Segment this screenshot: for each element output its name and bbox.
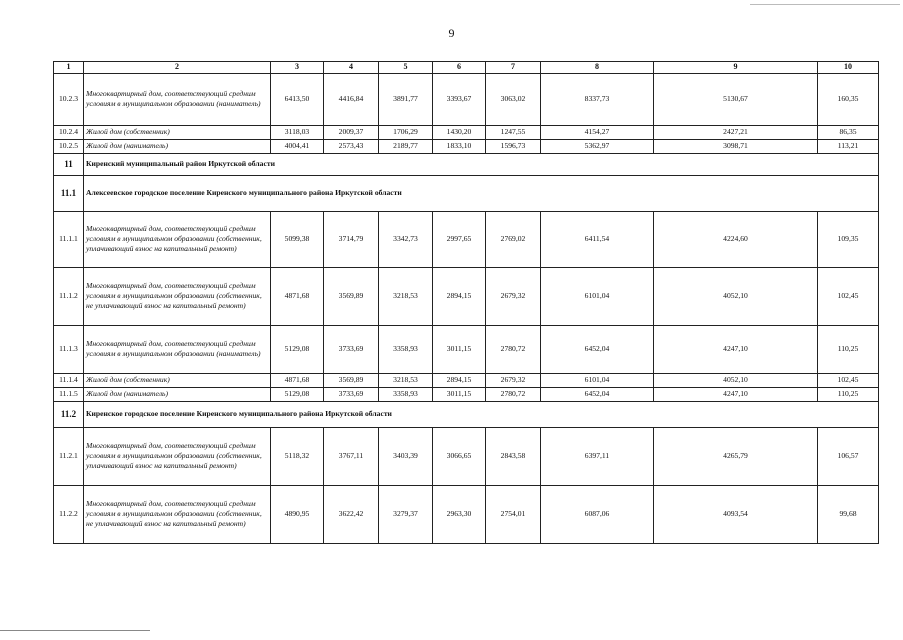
row-value: 6413,50 bbox=[271, 73, 324, 125]
scan-artifact-line bbox=[0, 630, 150, 631]
column-header-row bbox=[54, 62, 879, 74]
table-row bbox=[54, 73, 879, 125]
row-value: 3063,02 bbox=[486, 73, 541, 125]
row-value: 6452,04 bbox=[541, 325, 654, 373]
row-value: 2679,32 bbox=[486, 267, 541, 325]
row-code: 10.2.5 bbox=[54, 139, 84, 153]
row-code: 10.2.4 bbox=[54, 125, 84, 139]
section-title: Алексеевское городское поселение Киренского муниципального района Иркутской области bbox=[84, 175, 879, 211]
table-row bbox=[54, 387, 879, 401]
row-code: 11.1.5 bbox=[54, 387, 84, 401]
row-code: 11.1.2 bbox=[54, 267, 84, 325]
row-value: 5099,38 bbox=[271, 211, 324, 267]
row-value: 3714,79 bbox=[324, 211, 379, 267]
row-code: 11.2.1 bbox=[54, 427, 84, 485]
row-value: 1706,29 bbox=[379, 125, 433, 139]
row-value: 3098,71 bbox=[654, 139, 818, 153]
row-value: 99,68 bbox=[818, 485, 879, 543]
section-title: Киренский муниципальный район Иркутской области bbox=[84, 153, 879, 175]
row-code: 11.2.2 bbox=[54, 485, 84, 543]
row-value: 1430,20 bbox=[433, 125, 486, 139]
row-code: 11.1.4 bbox=[54, 373, 84, 387]
row-value: 8337,73 bbox=[541, 73, 654, 125]
row-value: 160,35 bbox=[818, 73, 879, 125]
row-code: 10.2.3 bbox=[54, 73, 84, 125]
column-header: 1 bbox=[54, 62, 84, 74]
row-description: Многоквартирный дом, соответствующий средним условиям в муниципальном образовании (наниматель) bbox=[84, 73, 271, 125]
row-code: 11.1.1 bbox=[54, 211, 84, 267]
row-description: Жилой дом (наниматель) bbox=[84, 139, 271, 153]
scan-artifact-line bbox=[750, 4, 900, 5]
row-description: Многоквартирный дом, соответствующий средним условиям в муниципальном образовании (собственник, уплачивающий взнос на капитальный ремонт) bbox=[84, 211, 271, 267]
row-value: 1833,10 bbox=[433, 139, 486, 153]
row-value: 110,25 bbox=[818, 387, 879, 401]
column-header: 6 bbox=[433, 62, 486, 74]
row-value: 113,21 bbox=[818, 139, 879, 153]
row-value: 3218,53 bbox=[379, 267, 433, 325]
row-value: 2894,15 bbox=[433, 373, 486, 387]
section-row bbox=[54, 401, 879, 427]
row-value: 5129,08 bbox=[271, 325, 324, 373]
row-value: 6397,11 bbox=[541, 427, 654, 485]
row-value: 4247,10 bbox=[654, 325, 818, 373]
row-value: 2843,58 bbox=[486, 427, 541, 485]
row-value: 4247,10 bbox=[654, 387, 818, 401]
row-description: Многоквартирный дом, соответствующий средним условиям в муниципальном образовании (собственник, не уплачивающий взнос на капитальный ремонт) bbox=[84, 485, 271, 543]
row-value: 4052,10 bbox=[654, 373, 818, 387]
row-value: 3011,15 bbox=[433, 387, 486, 401]
table-row bbox=[54, 485, 879, 543]
row-value: 3218,53 bbox=[379, 373, 433, 387]
row-value: 3403,39 bbox=[379, 427, 433, 485]
section-code: 11.2 bbox=[54, 401, 84, 427]
row-value: 6101,04 bbox=[541, 267, 654, 325]
row-description: Многоквартирный дом, соответствующий средним условиям в муниципальном образовании (наниматель) bbox=[84, 325, 271, 373]
row-value: 5129,08 bbox=[271, 387, 324, 401]
section-title: Киренское городское поселение Киренского муниципального района Иркутской области bbox=[84, 401, 879, 427]
row-value: 4871,68 bbox=[271, 373, 324, 387]
row-description: Жилой дом (наниматель) bbox=[84, 387, 271, 401]
table-row bbox=[54, 125, 879, 139]
row-value: 2754,01 bbox=[486, 485, 541, 543]
row-value: 2963,30 bbox=[433, 485, 486, 543]
row-value: 2679,32 bbox=[486, 373, 541, 387]
row-value: 2997,65 bbox=[433, 211, 486, 267]
row-description: Многоквартирный дом, соответствующий средним условиям в муниципальном образовании (собственник, не уплачивающий взнос на капитальный ремонт) bbox=[84, 267, 271, 325]
column-header: 2 bbox=[84, 62, 271, 74]
row-value: 3358,93 bbox=[379, 325, 433, 373]
row-value: 4004,41 bbox=[271, 139, 324, 153]
row-value: 6101,04 bbox=[541, 373, 654, 387]
row-value: 4052,10 bbox=[654, 267, 818, 325]
row-value: 2573,43 bbox=[324, 139, 379, 153]
row-value: 3011,15 bbox=[433, 325, 486, 373]
row-value: 3569,89 bbox=[324, 373, 379, 387]
row-value: 6452,04 bbox=[541, 387, 654, 401]
row-value: 6411,54 bbox=[541, 211, 654, 267]
row-value: 4093,54 bbox=[654, 485, 818, 543]
row-value: 3767,11 bbox=[324, 427, 379, 485]
row-value: 3569,89 bbox=[324, 267, 379, 325]
column-header: 3 bbox=[271, 62, 324, 74]
table-row bbox=[54, 139, 879, 153]
row-description: Жилой дом (собственник) bbox=[84, 125, 271, 139]
row-value: 2427,21 bbox=[654, 125, 818, 139]
row-value: 5362,97 bbox=[541, 139, 654, 153]
row-value: 110,25 bbox=[818, 325, 879, 373]
table-row bbox=[54, 427, 879, 485]
column-header: 9 bbox=[654, 62, 818, 74]
row-value: 2894,15 bbox=[433, 267, 486, 325]
column-header: 7 bbox=[486, 62, 541, 74]
page-number: 9 bbox=[448, 26, 455, 40]
row-value: 2780,72 bbox=[486, 387, 541, 401]
row-value: 3118,03 bbox=[271, 125, 324, 139]
row-value: 3622,42 bbox=[324, 485, 379, 543]
row-value: 2189,77 bbox=[379, 139, 433, 153]
row-description: Жилой дом (собственник) bbox=[84, 373, 271, 387]
row-value: 3891,77 bbox=[379, 73, 433, 125]
row-value: 86,35 bbox=[818, 125, 879, 139]
row-value: 4265,79 bbox=[654, 427, 818, 485]
row-value: 3733,69 bbox=[324, 325, 379, 373]
row-value: 2009,37 bbox=[324, 125, 379, 139]
row-description: Многоквартирный дом, соответствующий средним условиям в муниципальном образовании (собственник, уплачивающий взнос на капитальный ремонт) bbox=[84, 427, 271, 485]
table-row bbox=[54, 373, 879, 387]
section-code: 11.1 bbox=[54, 175, 84, 211]
row-value: 102,45 bbox=[818, 267, 879, 325]
section-code: 11 bbox=[54, 153, 84, 175]
row-value: 2780,72 bbox=[486, 325, 541, 373]
table-row bbox=[54, 267, 879, 325]
row-value: 5130,67 bbox=[654, 73, 818, 125]
row-value: 4890,95 bbox=[271, 485, 324, 543]
row-value: 4224,60 bbox=[654, 211, 818, 267]
row-value: 1596,73 bbox=[486, 139, 541, 153]
column-header: 10 bbox=[818, 62, 879, 74]
row-value: 109,35 bbox=[818, 211, 879, 267]
row-value: 2769,02 bbox=[486, 211, 541, 267]
table-row bbox=[54, 211, 879, 267]
row-value: 3342,73 bbox=[379, 211, 433, 267]
column-header: 8 bbox=[541, 62, 654, 74]
section-row bbox=[54, 153, 879, 175]
tariff-table bbox=[53, 61, 879, 544]
row-value: 3393,67 bbox=[433, 73, 486, 125]
row-value: 4154,27 bbox=[541, 125, 654, 139]
row-value: 3279,37 bbox=[379, 485, 433, 543]
column-header: 4 bbox=[324, 62, 379, 74]
row-value: 1247,55 bbox=[486, 125, 541, 139]
row-value: 3733,69 bbox=[324, 387, 379, 401]
table-row bbox=[54, 325, 879, 373]
row-value: 4871,68 bbox=[271, 267, 324, 325]
row-code: 11.1.3 bbox=[54, 325, 84, 373]
section-row bbox=[54, 175, 879, 211]
row-value: 3358,93 bbox=[379, 387, 433, 401]
row-value: 6087,06 bbox=[541, 485, 654, 543]
row-value: 106,57 bbox=[818, 427, 879, 485]
column-header: 5 bbox=[379, 62, 433, 74]
row-value: 5118,32 bbox=[271, 427, 324, 485]
row-value: 3066,65 bbox=[433, 427, 486, 485]
row-value: 102,45 bbox=[818, 373, 879, 387]
row-value: 4416,84 bbox=[324, 73, 379, 125]
